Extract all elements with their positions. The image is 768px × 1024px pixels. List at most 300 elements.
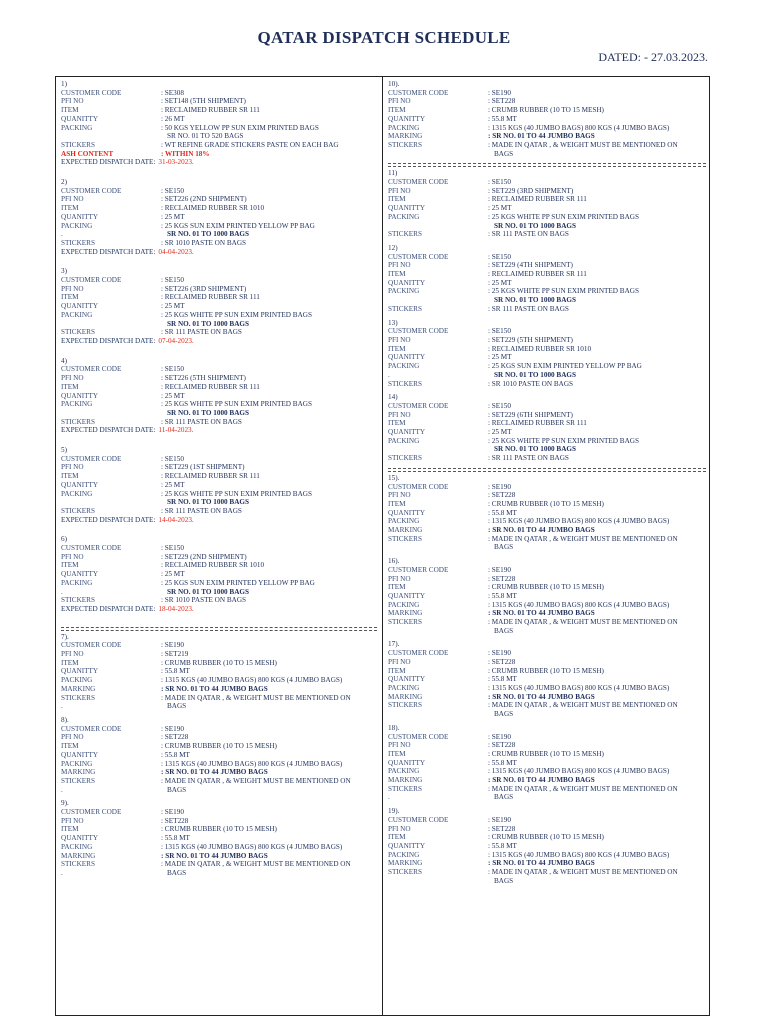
entry-row	[388, 402, 706, 411]
field-label: QUANITTY	[388, 353, 426, 362]
field-label: PFI NO	[61, 463, 84, 472]
field-label: QUANITTY	[388, 428, 426, 437]
entry-row	[388, 759, 706, 768]
field-value: : RECLAIMED RUBBER SR 111	[161, 106, 260, 115]
entry-row	[388, 543, 706, 552]
field-value: : MADE IN QATAR , & WEIGHT MUST BE MENTIONED ON	[161, 693, 351, 702]
field-label: PACKING	[388, 123, 420, 132]
expected-dispatch-row	[61, 337, 377, 346]
field-label: PFI NO	[388, 741, 411, 750]
entry-row	[61, 383, 377, 392]
entry-row	[388, 296, 706, 305]
expected-dispatch-label: EXPECTED DISPATCH DATE:	[61, 426, 156, 435]
field-value: : RECLAIMED RUBBER SR 111	[488, 419, 587, 428]
dispatch-entry	[388, 80, 706, 158]
entry-row	[388, 741, 706, 750]
field-label: QUANITTY	[388, 508, 426, 517]
field-label: ITEM	[61, 658, 79, 667]
dashed-separator	[388, 166, 706, 167]
field-label: PACKING	[61, 489, 93, 498]
field-label: .	[388, 370, 390, 379]
field-value: BAGS	[494, 710, 514, 719]
field-label: .	[61, 702, 63, 711]
entry-row	[61, 702, 377, 711]
field-label: QUANITTY	[388, 675, 426, 684]
field-value: : MADE IN QATAR , & WEIGHT MUST BE MENTIONED ON	[161, 776, 351, 785]
dispatch-entry	[61, 716, 377, 794]
field-value: : SR NO. 01 TO 44 JUMBO BAGS	[488, 609, 595, 618]
field-label: CUSTOMER CODE	[388, 401, 449, 410]
entry-row	[388, 833, 706, 842]
field-label: STICKERS	[61, 238, 95, 247]
field-value: : 25 MT	[161, 212, 185, 221]
field-value: SR NO. 01 TO 1000 BAGS	[167, 587, 250, 596]
field-value: : 1315 KGS (40 JUMBO BAGS) 800 KGS (4 JUMBO BAGS)	[488, 123, 670, 132]
field-value: : 25 MT	[161, 391, 185, 400]
field-label: PACKING	[61, 310, 93, 319]
field-value: : SR 111 PASTE ON BAGS	[488, 454, 569, 463]
entry-row	[388, 535, 706, 544]
field-label	[388, 877, 488, 886]
entry-row	[61, 544, 377, 553]
field-label	[388, 710, 488, 719]
entry-number: 4)	[61, 356, 67, 365]
field-value: : SET219	[161, 650, 189, 659]
field-value: : RECLAIMED RUBBER SR 111	[488, 195, 587, 204]
field-value: : SET229 (1ST SHIPMENT)	[161, 463, 245, 472]
entry-row	[388, 279, 706, 288]
field-value: : SE150	[161, 454, 184, 463]
field-value: SR NO. 01 TO 1000 BAGS	[167, 498, 250, 507]
entry-number: 9).	[61, 799, 69, 808]
entry-row	[388, 97, 706, 106]
entry-row	[388, 353, 706, 362]
field-value: : MADE IN QATAR , & WEIGHT MUST BE MENTIONED ON	[488, 784, 678, 793]
field-value: : RECLAIMED RUBBER SR 111	[161, 293, 260, 302]
entry-row	[388, 305, 706, 314]
right-column	[388, 80, 706, 890]
entry-row	[61, 97, 377, 106]
entry-row	[388, 345, 706, 354]
field-value: : SET229 (6TH SHIPMENT)	[488, 410, 573, 419]
field-label: CUSTOMER CODE	[61, 186, 122, 195]
entry-row	[61, 825, 377, 834]
entry-row	[388, 178, 706, 187]
entry-row	[388, 592, 706, 601]
field-value: : SE150	[161, 365, 184, 374]
dispatch-entry	[61, 267, 377, 345]
field-label: ITEM	[388, 344, 406, 353]
left-column	[61, 80, 377, 883]
field-label: MARKING	[388, 859, 423, 868]
field-value: : MADE IN QATAR , & WEIGHT MUST BE MENTIONED ON	[488, 868, 678, 877]
field-value: SR NO. 01 TO 1000 BAGS	[494, 296, 577, 305]
entry-row	[388, 767, 706, 776]
field-label: PFI NO	[388, 261, 411, 270]
field-value: : 55.8 MT	[161, 834, 190, 843]
field-label: PACKING	[388, 436, 420, 445]
entry-number: 19).	[388, 807, 400, 816]
field-label	[388, 296, 488, 305]
entry-row	[388, 222, 706, 231]
entry-row	[61, 106, 377, 115]
dashed-separator	[61, 627, 377, 628]
dispatch-entry	[388, 807, 706, 885]
field-value: : SE308	[161, 88, 184, 97]
field-label: QUANITTY	[388, 758, 426, 767]
entry-row	[61, 843, 377, 852]
entry-row	[388, 793, 706, 802]
field-value: BAGS	[494, 626, 514, 635]
field-value: SR NO. 01 TO 520 BAGS	[167, 132, 244, 141]
entry-row	[61, 222, 377, 231]
field-label: ITEM	[388, 270, 406, 279]
entry-row	[388, 667, 706, 676]
field-value: : SR NO. 01 TO 44 JUMBO BAGS	[488, 776, 595, 785]
expected-dispatch-label: EXPECTED DISPATCH DATE:	[61, 515, 156, 524]
entry-row	[388, 124, 706, 133]
field-value: : 26 MT	[161, 114, 185, 123]
field-label: STICKERS	[61, 417, 95, 426]
entry-row	[61, 498, 377, 507]
dispatch-entry	[61, 178, 377, 256]
field-value: : 1315 KGS (40 JUMBO BAGS) 800 KGS (4 JUMBO BAGS)	[488, 600, 670, 609]
entry-row	[61, 276, 377, 285]
field-label: CUSTOMER CODE	[61, 641, 122, 650]
entry-row	[61, 507, 377, 516]
field-value: : MADE IN QATAR , & WEIGHT MUST BE MENTIONED ON	[488, 140, 678, 149]
field-value: : 1315 KGS (40 JUMBO BAGS) 800 KGS (4 JUMBO BAGS)	[488, 517, 670, 526]
field-label: CUSTOMER CODE	[388, 252, 449, 261]
field-label: STICKERS	[388, 379, 422, 388]
entry-row	[388, 141, 706, 150]
entry-number: 17).	[388, 640, 400, 649]
field-label: CUSTOMER CODE	[61, 724, 122, 733]
field-value: : CRUMB RUBBER (10 TO 15 MESH)	[161, 742, 277, 751]
entry-row	[61, 659, 377, 668]
entry-row	[61, 400, 377, 409]
field-value: : SE190	[488, 649, 511, 658]
field-value: : 25 MT	[161, 570, 185, 579]
field-value: : 1315 KGS (40 JUMBO BAGS) 800 KGS (4 JUMBO BAGS)	[488, 684, 670, 692]
entry-row	[61, 187, 377, 196]
expected-dispatch-row	[61, 516, 377, 525]
field-value: : 25 KGS WHITE PP SUN EXIM PRINTED BAGS	[161, 310, 312, 319]
field-value: : SE190	[488, 88, 511, 97]
entry-row	[388, 106, 706, 115]
field-label: .	[61, 230, 63, 239]
field-value: BAGS	[167, 785, 187, 794]
field-value: : CRUMB RUBBER (10 TO 15 MESH)	[488, 666, 604, 675]
field-label: QUANITTY	[388, 278, 426, 287]
field-label: CUSTOMER CODE	[61, 454, 122, 463]
field-label: STICKERS	[388, 701, 422, 710]
entry-row	[388, 609, 706, 618]
field-label: PACKING	[61, 759, 93, 768]
field-value: : 50 KGS YELLOW PP SUN EXIM PRINTED BAGS	[161, 123, 319, 132]
field-value: : SET228	[488, 657, 516, 666]
entry-row	[388, 336, 706, 345]
entry-number: 10).	[388, 80, 400, 88]
entry-number: 16).	[388, 557, 400, 566]
field-value: : 25 KGS WHITE PP SUN EXIM PRINTED BAGS	[161, 400, 312, 409]
field-value: : MADE IN QATAR , & WEIGHT MUST BE MENTIONED ON	[488, 534, 678, 543]
field-label: CUSTOMER CODE	[388, 482, 449, 491]
field-label: ASH CONTENT	[61, 149, 114, 158]
field-label	[388, 445, 488, 454]
field-label: MARKING	[388, 609, 423, 618]
field-label: QUANITTY	[388, 114, 426, 123]
entry-row	[61, 760, 377, 769]
field-value: : CRUMB RUBBER (10 TO 15 MESH)	[488, 106, 604, 115]
field-value: : RECLAIMED RUBBER SR 1010	[161, 204, 265, 213]
entry-row	[388, 701, 706, 710]
entry-row	[61, 213, 377, 222]
field-value: : RECLAIMED RUBBER SR 111	[488, 270, 587, 279]
entry-row	[388, 362, 706, 371]
entry-row	[388, 851, 706, 860]
field-label: MARKING	[61, 684, 96, 693]
field-label: STICKERS	[388, 868, 422, 877]
entry-row	[388, 575, 706, 584]
field-label: CUSTOMER CODE	[388, 88, 449, 97]
entry-row	[61, 768, 377, 777]
field-value: BAGS	[494, 149, 514, 158]
field-label: ITEM	[61, 742, 79, 751]
field-value: : SET229 (4TH SHIPMENT)	[488, 261, 573, 270]
field-label: PACKING	[388, 767, 420, 776]
entry-row	[388, 89, 706, 98]
entry-row	[61, 115, 377, 124]
dashed-separator	[388, 471, 706, 472]
expected-dispatch-row	[61, 426, 377, 435]
field-label: MARKING	[61, 851, 96, 860]
entry-row	[388, 428, 706, 437]
field-value: : 1315 KGS (40 JUMBO BAGS) 800 KGS (4 JUMBO BAGS)	[161, 759, 343, 768]
column-divider	[382, 76, 383, 1016]
entry-row	[388, 509, 706, 518]
field-value: SR NO. 01 TO 1000 BAGS	[167, 230, 250, 239]
entry-row	[61, 302, 377, 311]
entry-row	[61, 204, 377, 213]
entry-row	[388, 859, 706, 868]
field-value: SR NO. 01 TO 1000 BAGS	[494, 370, 577, 379]
field-value: : 25 KGS SUN EXIM PRINTED YELLOW PP BAG	[161, 221, 315, 230]
field-value: : 25 MT	[161, 480, 185, 489]
field-value: : SET228	[488, 491, 516, 500]
field-value: : RECLAIMED RUBBER SR 111	[161, 382, 260, 391]
entry-row	[388, 195, 706, 204]
field-label: PACKING	[388, 517, 420, 526]
entry-row	[388, 500, 706, 509]
entry-row	[61, 817, 377, 826]
field-label: CUSTOMER CODE	[61, 544, 122, 553]
entry-row	[388, 868, 706, 877]
field-value: : SET228	[488, 741, 516, 750]
field-label: QUANITTY	[61, 667, 99, 676]
field-value: : SR 1010 PASTE ON BAGS	[488, 379, 574, 388]
field-label: PACKING	[61, 842, 93, 851]
entry-row	[388, 327, 706, 336]
entry-row	[61, 596, 377, 605]
field-value: : SR 111 PASTE ON BAGS	[161, 506, 242, 515]
field-value: : 55.8 MT	[488, 114, 517, 123]
entry-row	[388, 842, 706, 851]
field-value: : 55.8 MT	[488, 591, 517, 600]
entry-number: 12)	[388, 243, 398, 252]
field-value: : MADE IN QATAR , & WEIGHT MUST BE MENTIONED ON	[161, 860, 351, 869]
field-label: PFI NO	[388, 657, 411, 666]
entry-row	[388, 253, 706, 262]
field-value: : SE150	[161, 186, 184, 195]
entry-row	[388, 411, 706, 420]
field-value: SR NO. 01 TO 1000 BAGS	[167, 319, 250, 328]
entry-number: 13)	[388, 318, 398, 327]
dispatch-entry	[61, 633, 377, 711]
entry-row	[388, 816, 706, 825]
field-label: PACKING	[61, 221, 93, 230]
entry-row	[61, 472, 377, 481]
field-value: : SR NO. 01 TO 44 JUMBO BAGS	[488, 526, 595, 535]
dispatch-entry	[388, 319, 706, 389]
field-value: : SET228	[488, 574, 516, 583]
field-value: : CRUMB RUBBER (10 TO 15 MESH)	[488, 583, 604, 592]
field-value: : SR NO. 01 TO 44 JUMBO BAGS	[161, 768, 268, 777]
expected-dispatch-date: 18-04-2023.	[158, 604, 194, 613]
expected-dispatch-date: 31-03-2023.	[158, 158, 194, 167]
field-label	[388, 543, 488, 552]
field-label: ITEM	[61, 293, 79, 302]
field-label: PFI NO	[388, 491, 411, 500]
entry-number: 2)	[61, 178, 67, 187]
field-label: STICKERS	[388, 304, 422, 313]
entry-number: 14)	[388, 393, 398, 402]
field-label: PFI NO	[61, 733, 84, 742]
field-value: : 55.8 MT	[488, 675, 517, 684]
field-value: : 25 KGS WHITE PP SUN EXIM PRINTED BAGS	[488, 212, 639, 221]
field-label: PFI NO	[61, 374, 84, 383]
entry-row	[61, 553, 377, 562]
expected-dispatch-label: EXPECTED DISPATCH DATE:	[61, 336, 156, 345]
entry-number: 1)	[61, 80, 67, 88]
field-label: PACKING	[388, 212, 420, 221]
field-label: QUANITTY	[61, 834, 99, 843]
entry-row	[388, 601, 706, 610]
spacer	[61, 619, 377, 625]
field-label: PFI NO	[388, 824, 411, 833]
field-value: : SET226 (3RD SHIPMENT)	[161, 284, 247, 293]
entry-row	[61, 860, 377, 869]
field-value: : SR 111 PASTE ON BAGS	[488, 230, 569, 239]
field-value: : SE150	[488, 327, 511, 336]
field-label: PACKING	[388, 600, 420, 609]
field-value: : SR NO. 01 TO 44 JUMBO BAGS	[161, 684, 268, 693]
field-label	[61, 409, 161, 418]
entry-row	[61, 650, 377, 659]
entry-row	[61, 418, 377, 427]
entry-row	[61, 320, 377, 329]
entry-row	[388, 583, 706, 592]
entry-row	[61, 365, 377, 374]
entry-row	[388, 684, 706, 693]
expected-dispatch-label: EXPECTED DISPATCH DATE:	[61, 158, 156, 167]
field-label: STICKERS	[388, 230, 422, 239]
field-label: PFI NO	[388, 186, 411, 195]
dispatch-entry	[61, 446, 377, 524]
entry-row	[61, 561, 377, 570]
field-value: : SE190	[161, 641, 184, 650]
entry-row	[388, 132, 706, 141]
field-value: : CRUMB RUBBER (10 TO 15 MESH)	[488, 499, 604, 508]
field-value: : SE190	[161, 808, 184, 817]
field-value: : 55.8 MT	[161, 667, 190, 676]
field-label: ITEM	[388, 749, 406, 758]
field-value: : 55.8 MT	[161, 750, 190, 759]
entry-row	[61, 725, 377, 734]
field-label: PACKING	[61, 676, 93, 685]
field-value: : SET228	[161, 733, 189, 742]
field-label: PFI NO	[388, 97, 411, 106]
entry-row	[61, 141, 377, 150]
field-value: : SET229 (2ND SHIPMENT)	[161, 552, 247, 561]
field-value: : SE190	[161, 724, 184, 733]
field-value: : SET228	[488, 824, 516, 833]
entry-row	[61, 392, 377, 401]
entry-row	[61, 667, 377, 676]
field-value: : CRUMB RUBBER (10 TO 15 MESH)	[488, 833, 604, 842]
entry-row	[388, 710, 706, 719]
entry-row	[388, 517, 706, 526]
field-value: : SR 111 PASTE ON BAGS	[488, 304, 569, 313]
field-label: PFI NO	[388, 335, 411, 344]
field-label: CUSTOMER CODE	[388, 815, 449, 824]
field-value: : SR 111 PASTE ON BAGS	[161, 417, 242, 426]
field-label: ITEM	[388, 499, 406, 508]
field-label	[388, 150, 488, 159]
field-label: PACKING	[61, 578, 93, 587]
field-label: ITEM	[388, 666, 406, 675]
field-label: PACKING	[388, 362, 420, 371]
dispatch-entry	[388, 244, 706, 314]
field-label	[61, 320, 161, 329]
expected-dispatch-date: 11-04-2023.	[158, 426, 194, 435]
field-value: : SE150	[161, 276, 184, 285]
field-label: PFI NO	[61, 816, 84, 825]
field-label: PACKING	[61, 123, 93, 132]
dispatch-entry	[61, 357, 377, 435]
entry-row	[388, 877, 706, 886]
entry-row	[61, 579, 377, 588]
field-label: .	[61, 587, 63, 596]
entry-row	[388, 693, 706, 702]
entry-row	[61, 89, 377, 98]
field-value: : 55.8 MT	[488, 508, 517, 517]
field-label: QUANITTY	[388, 841, 426, 850]
field-value: : 1315 KGS (40 JUMBO BAGS) 800 KGS (4 JUMBO BAGS)	[488, 850, 670, 859]
entry-row	[388, 371, 706, 380]
field-value: : SET229 (3RD SHIPMENT)	[488, 186, 574, 195]
entry-row	[61, 676, 377, 685]
entry-row	[61, 311, 377, 320]
field-value: : 25 MT	[488, 204, 512, 213]
entry-row	[388, 733, 706, 742]
field-value: SR NO. 01 TO 1000 BAGS	[494, 445, 577, 454]
dashed-separator	[61, 630, 377, 631]
document-date: DATED: - 27.03.2023.	[598, 50, 708, 64]
field-label: PFI NO	[61, 552, 84, 561]
field-value: : SR 1010 PASTE ON BAGS	[161, 596, 247, 605]
entry-row	[388, 825, 706, 834]
